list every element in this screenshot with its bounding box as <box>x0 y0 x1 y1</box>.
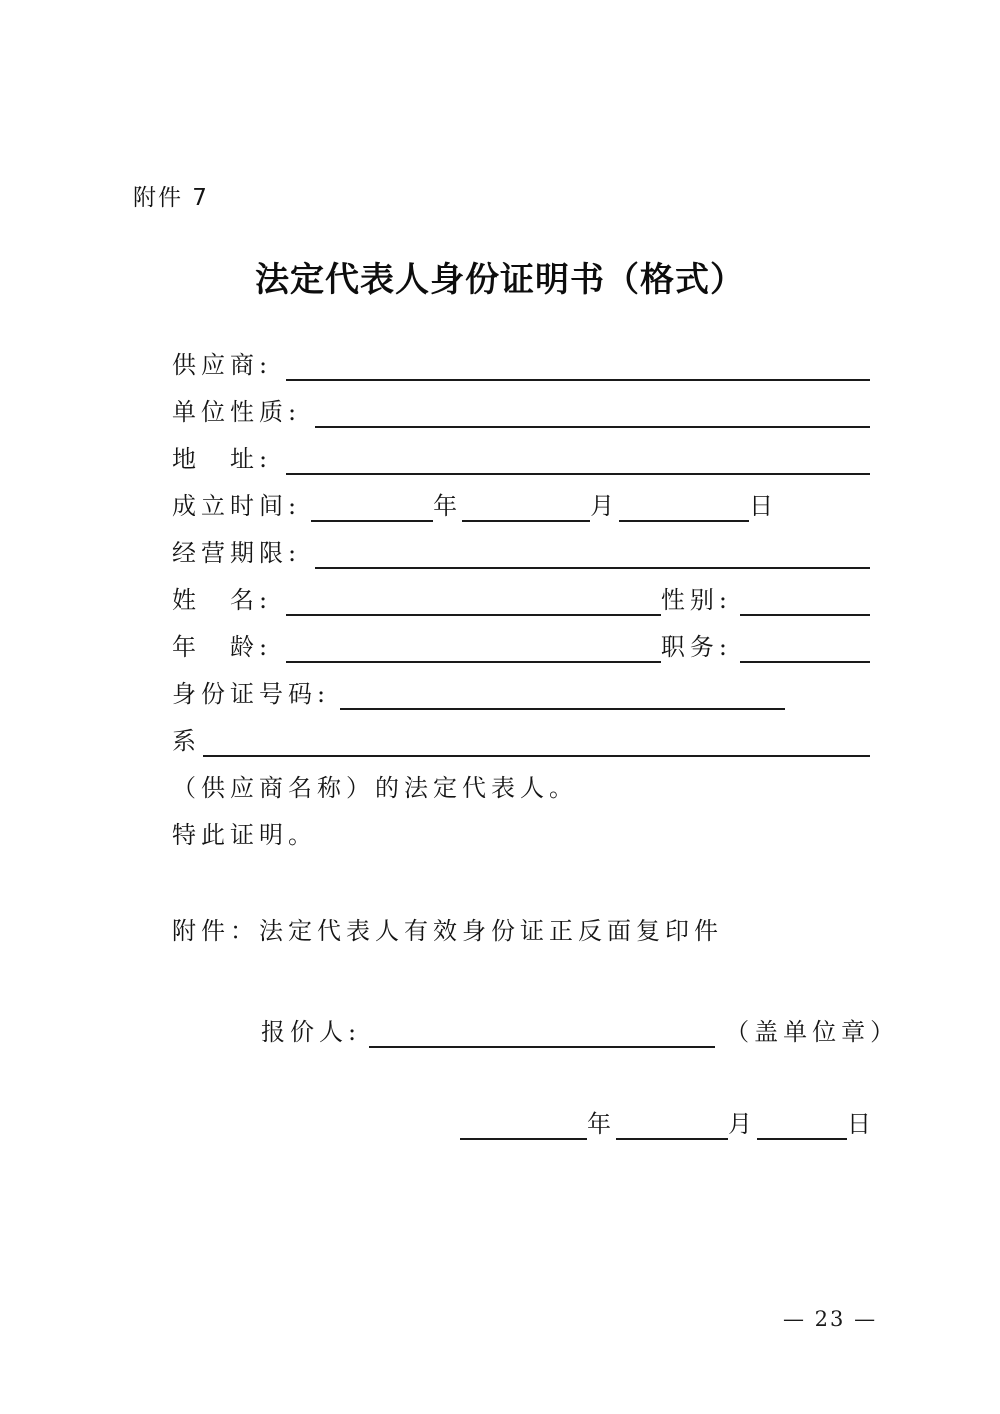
age-row <box>172 633 870 663</box>
date-day-label: 日 <box>847 1110 876 1138</box>
bidder-label: 报价人: <box>261 1018 362 1046</box>
page-number: — 23 — <box>783 1307 878 1331</box>
date-year-underline <box>460 1110 587 1140</box>
age-underline <box>286 633 661 663</box>
month-label: 月 <box>590 492 620 520</box>
address-underline <box>286 445 870 475</box>
bidder-row <box>261 1018 899 1048</box>
representative-note-row <box>172 774 870 804</box>
name-underline <box>286 586 661 616</box>
supplier-row <box>172 351 870 381</box>
signature-date-row <box>460 1110 876 1140</box>
document-title: 法定代表人身份证明书（格式） <box>255 260 745 300</box>
supplier-label: 供应商: <box>172 351 273 379</box>
seal-note: （盖单位章） <box>725 1018 900 1046</box>
id-number-row <box>172 680 870 710</box>
id-number-underline <box>340 680 785 710</box>
day-label: 日 <box>749 492 779 520</box>
establish-date-label: 成立时间: <box>172 492 302 520</box>
supplier-underline <box>286 351 870 381</box>
business-term-label: 经营期限: <box>172 539 302 567</box>
business-term-underline <box>315 539 870 569</box>
unit-nature-row <box>172 398 870 428</box>
position-underline <box>740 633 870 663</box>
name-label: 姓 名: <box>172 586 273 614</box>
position-label: 职务: <box>660 633 732 661</box>
date-month-label: 月 <box>728 1110 757 1138</box>
id-number-label: 身份证号码: <box>172 680 331 708</box>
certificate-form <box>172 351 870 868</box>
gender-underline <box>740 586 870 616</box>
is-row <box>172 727 870 757</box>
unit-nature-underline <box>315 398 870 428</box>
is-underline <box>203 727 870 757</box>
certify-text: 特此证明。 <box>172 821 317 849</box>
is-label: 系 <box>172 727 201 755</box>
attachment-number: 附件 7 <box>133 185 209 211</box>
address-label: 地 址: <box>172 445 273 473</box>
establish-year-underline <box>311 492 433 522</box>
date-day-underline <box>757 1110 847 1140</box>
establish-month-underline <box>462 492 590 522</box>
establish-day-underline <box>619 492 749 522</box>
name-row <box>172 586 870 616</box>
establish-date-row <box>172 492 870 522</box>
address-row <box>172 445 870 475</box>
attachment-note-row <box>172 917 723 945</box>
business-term-row <box>172 539 870 569</box>
bidder-underline <box>369 1018 715 1048</box>
certify-row <box>172 821 870 851</box>
date-month-underline <box>616 1110 728 1140</box>
gender-label: 性别: <box>660 586 732 614</box>
unit-nature-label: 单位性质: <box>172 398 302 426</box>
representative-note: （供应商名称）的法定代表人。 <box>172 774 578 802</box>
age-label: 年 龄: <box>172 633 273 661</box>
year-label: 年 <box>433 492 463 520</box>
attachment-note: 附件：法定代表人有效身份证正反面复印件 <box>172 917 723 945</box>
date-year-label: 年 <box>587 1110 616 1138</box>
